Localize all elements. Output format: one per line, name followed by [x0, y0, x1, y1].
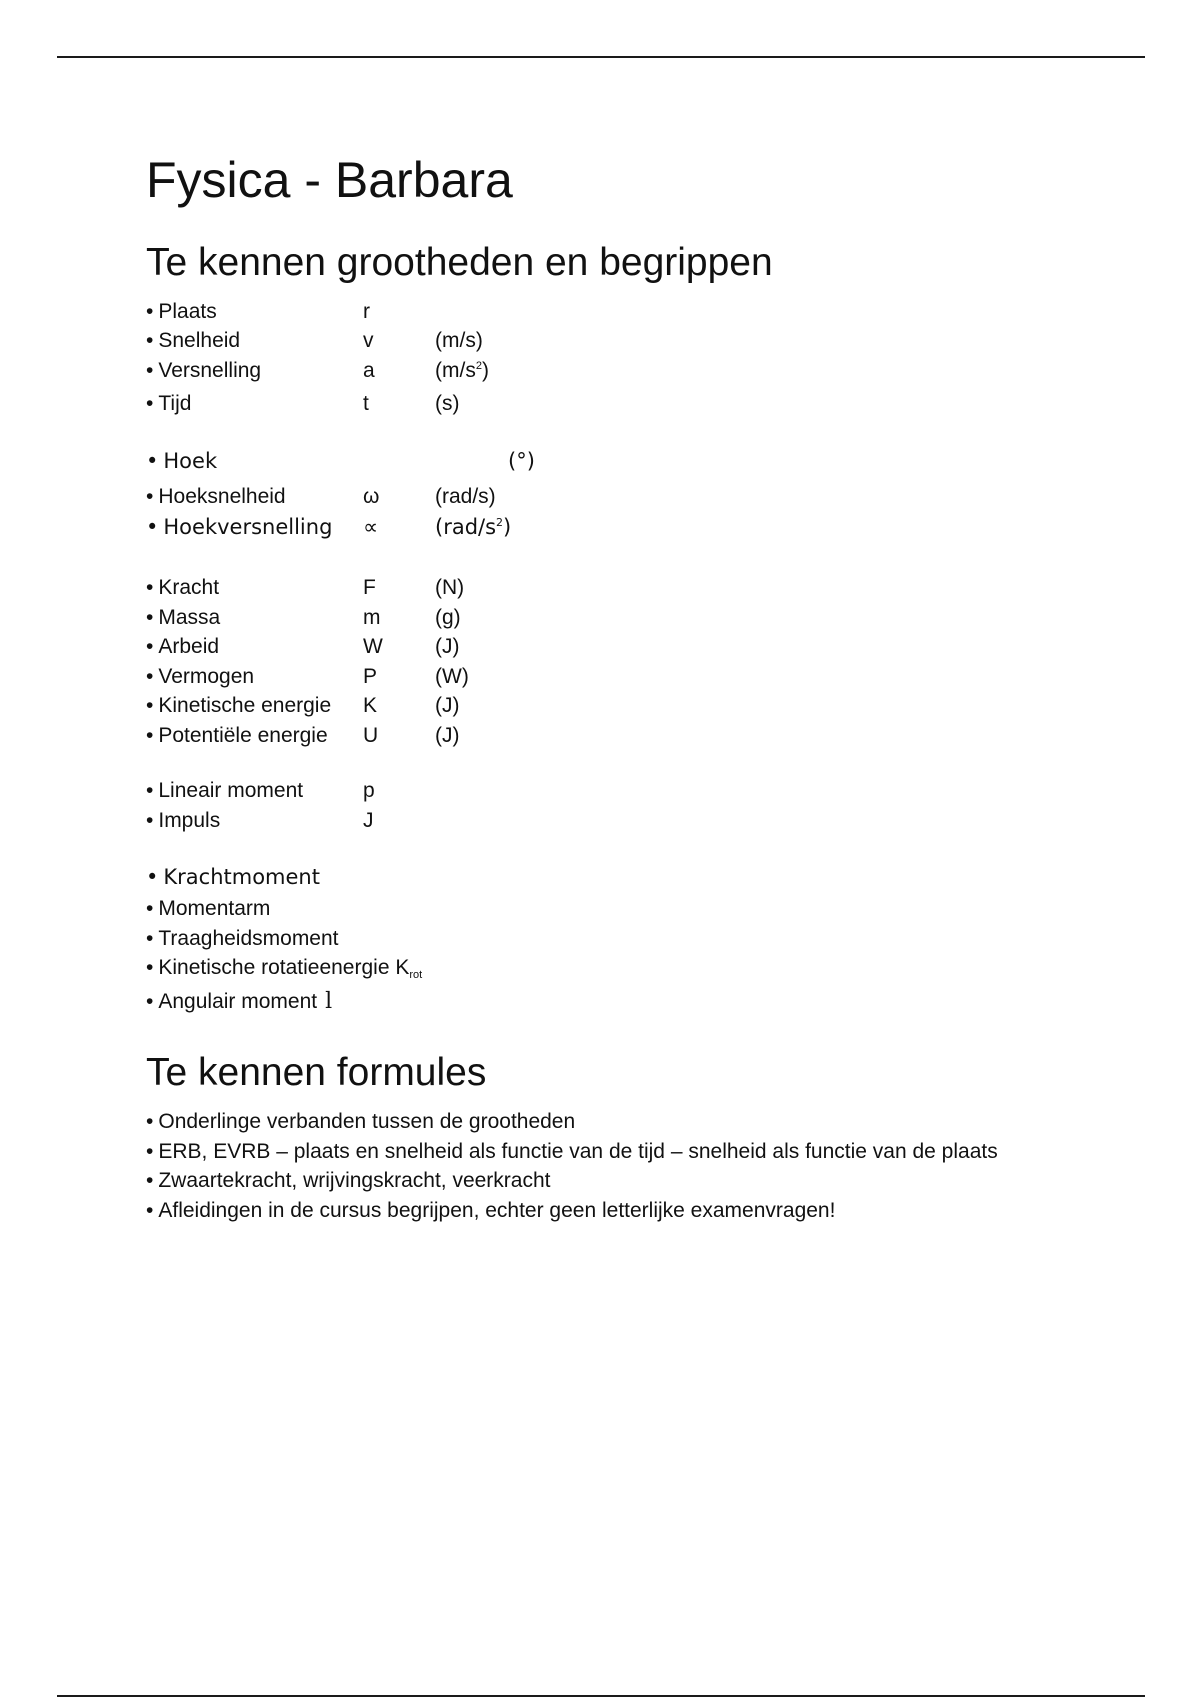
quantity-symbol: U — [363, 723, 379, 747]
quantity-symbol: m — [363, 605, 381, 629]
list-item: • Zwaartekracht, wrijvingskracht, veerkracht — [146, 1169, 551, 1193]
quantity-unit: (J) — [435, 694, 460, 718]
list-item: • Potentiële energie U (J) — [146, 721, 1106, 751]
quantity-unit: (rad/s) — [435, 484, 496, 508]
quantity-symbol: K — [363, 694, 378, 718]
quantity-symbol: J — [363, 808, 374, 832]
quantity-unit: (J) — [435, 635, 460, 659]
quantity-symbol: v — [363, 329, 374, 353]
section-heading-formulas: Te kennen formules — [146, 1051, 487, 1095]
list-item: • Hoekversnelling ∝ $(rad/s^2)$ — [146, 511, 1106, 547]
quantity-symbol: t — [363, 392, 369, 416]
list-item: • Arbeid W (J) — [146, 632, 1106, 662]
quantity-unit — [435, 297, 585, 327]
list-item: • Kinetische energie K (J) — [146, 691, 1106, 721]
list-item: • Traagheidsmoment — [146, 926, 339, 950]
quantity-group-rotation — [146, 445, 1106, 548]
list-item: • Vermogen P (W) — [146, 662, 1106, 692]
list-item: • Snelheid v (m/s) — [146, 326, 1106, 356]
quantity-unit: (J) — [435, 723, 460, 747]
list-item: • Tijd t (s) — [146, 389, 1106, 419]
quantity-unit: (°) — [508, 448, 535, 473]
quantity-group-momentum — [146, 776, 1106, 835]
document-body — [146, 140, 1106, 1251]
list-item: • Kracht F (N) — [146, 573, 1106, 603]
list-item: • ERB, EVRB – plaats en snelheid als functie van de tijd – snelheid als functie van de plaats — [146, 1139, 998, 1163]
quantity-symbol: ∝ — [363, 515, 379, 540]
quantity-symbol: F — [363, 576, 376, 600]
list-item: • Versnelling a $(m/s^2)$ — [146, 356, 1106, 390]
list-item: • Kinetische rotatieenergie Krot — [146, 956, 423, 982]
list-item: • Hoeksnelheid ω (rad/s) — [146, 482, 1106, 512]
list-item: • Onderlinge verbanden tussen de grootheden — [146, 1110, 576, 1134]
quantity-unit: (m/s) — [435, 329, 483, 353]
quantity-symbol: P — [363, 664, 378, 688]
quantity-group-dynamics — [146, 573, 1106, 750]
list-item: • Krachtmoment — [146, 865, 320, 890]
list-item: • Hoek (°) — [146, 445, 1106, 478]
quantity-unit: $(rad/s^2)$ — [435, 515, 512, 540]
quantity-symbol: l — [325, 988, 333, 1014]
quantity-symbol: ω — [363, 484, 380, 508]
list-item: • Angulair moment l — [146, 987, 1106, 1017]
quantity-symbol: a — [363, 358, 375, 382]
section-heading-quantities: Te kennen grootheden en begrippen — [146, 241, 773, 284]
quantity-unit: (N) — [435, 576, 465, 600]
list-item: • Plaats r — [146, 297, 1106, 327]
list-item: • Impuls J — [146, 806, 1106, 836]
quantity-group-kinematics — [146, 297, 1106, 419]
page-title: Fysica - Barbara — [146, 152, 513, 208]
quantity-group-rotational-dynamics — [146, 861, 1106, 1016]
list-item: • Momentarm — [146, 897, 271, 921]
quantity-symbol: Krot — [395, 956, 423, 982]
quantity-symbol: r — [363, 299, 370, 323]
quantity-unit: (g) — [435, 605, 461, 629]
list-item: • Lineair moment p — [146, 776, 1106, 806]
header-rule — [57, 56, 1145, 58]
quantity-unit: (W) — [435, 664, 469, 688]
list-item: • Afleidingen in de cursus begrijpen, echter geen letterlijke examenvragen! — [146, 1198, 836, 1222]
quantity-symbol: W — [363, 635, 383, 659]
quantity-symbol: p — [363, 779, 375, 803]
formula-list — [146, 1107, 1106, 1225]
list-item: • Massa m (g) — [146, 603, 1106, 633]
quantity-unit: $(m/s^2)$ — [435, 358, 489, 382]
footer-rule — [57, 1695, 1145, 1697]
quantity-unit: (s) — [435, 392, 460, 416]
